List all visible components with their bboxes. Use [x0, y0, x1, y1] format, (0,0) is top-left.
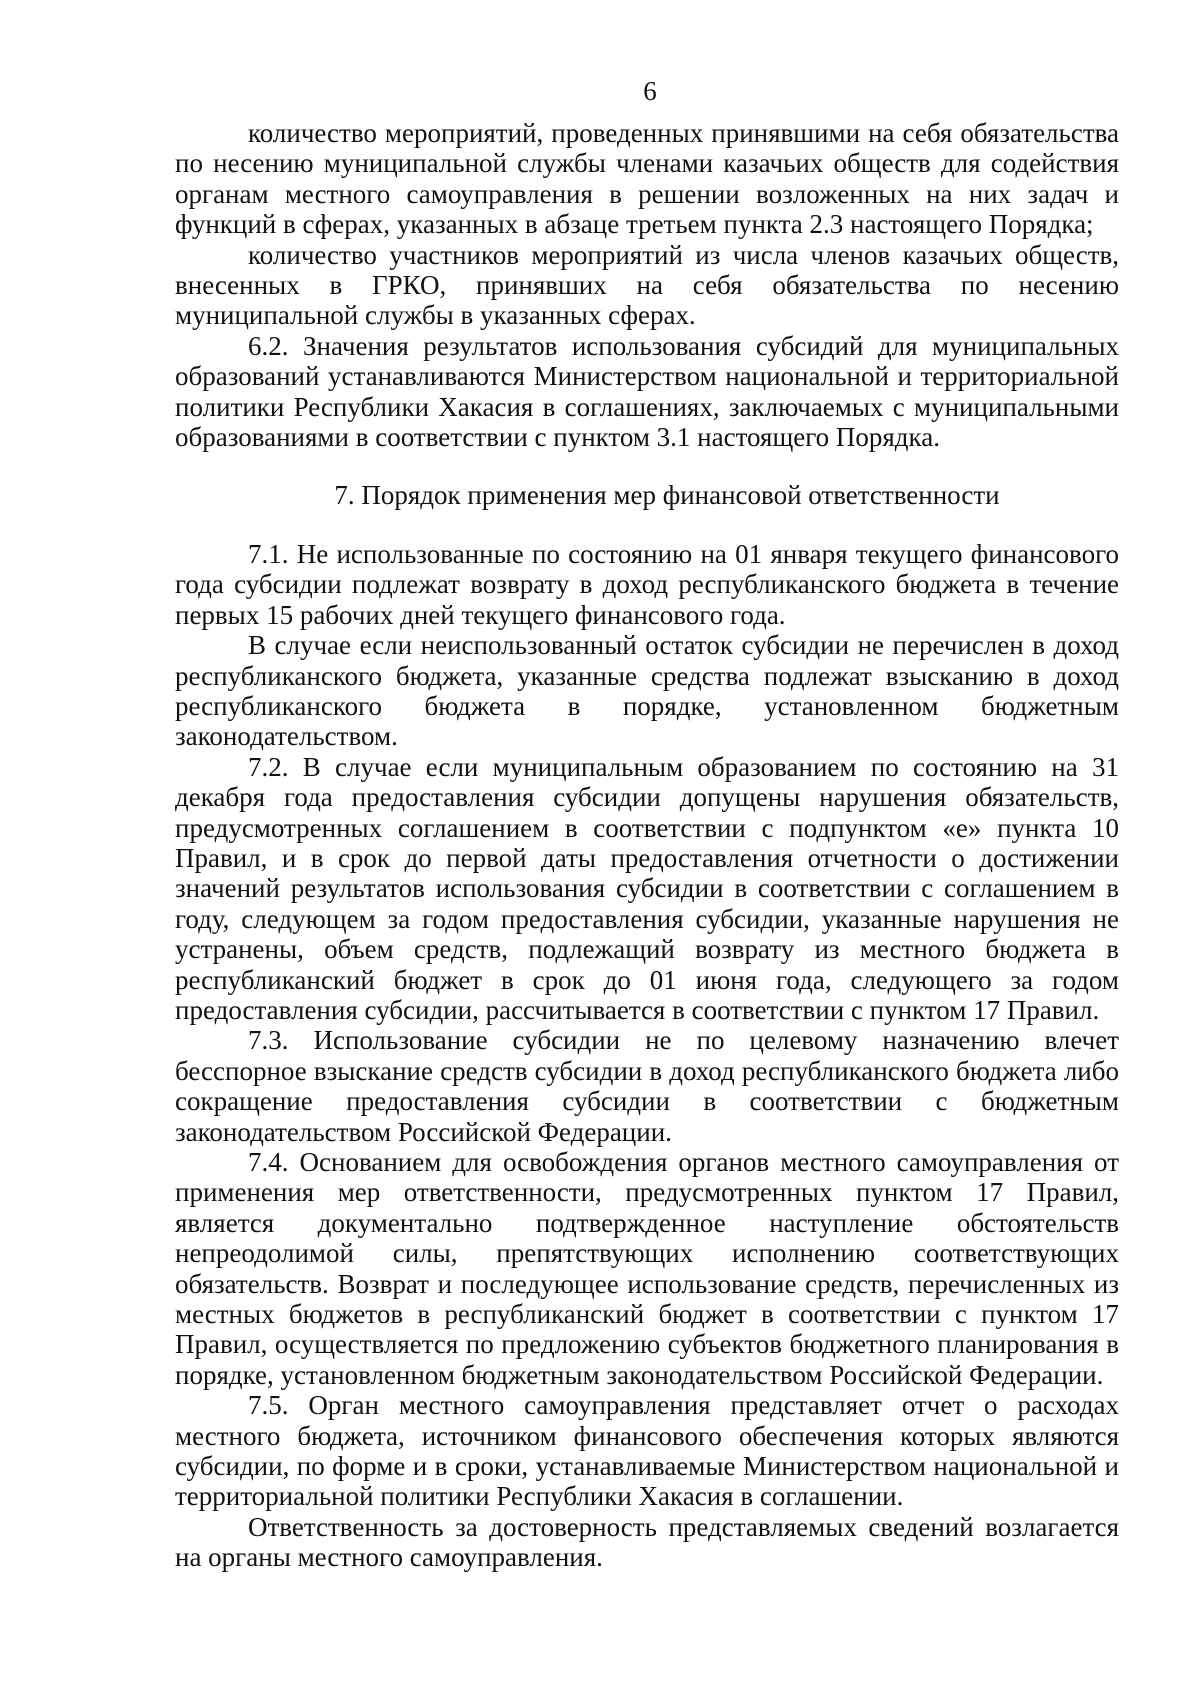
- paragraph-participants-count: количество участников мероприятий из числа членов казачьих обществ, внесенных в ГРКО, принявших на себя обязательства по несению муниципальной службы в указанных сферах.: [175, 239, 1119, 331]
- page-number: 6: [643, 76, 657, 106]
- document-body: [175, 118, 1119, 1573]
- paragraph-7-3: 7.3. Использование субсидии не по целевому назначению влечет бесспорное взыскание средств субсидии в доход республиканского бюджета либо сокращение предоставления субсидии в соответствии с бюджетным законодательством Российской Федерации.: [175, 1025, 1119, 1147]
- paragraph-7-1: 7.1. Не использованные по состоянию на 01 января текущего финансового года субсидии подлежат возврату в доход республиканского бюджета в течение первых 15 рабочих дней текущего финансового года.: [175, 538, 1119, 630]
- section-title-7: 7. Порядок применения мер финансовой ответственности: [334, 480, 1000, 511]
- paragraph-events-count: количество мероприятий, проведенных принявшими на себя обязательства по несению муниципальной службы членами казачьих обществ для содействия органам местного самоуправления в решении возложенных на них задач и функций в сферах, указанных в абзаце третьем пункта 2.3 настоящего Порядка;: [175, 118, 1119, 240]
- paragraph-7-4: 7.4. Основанием для освобождения органов местного самоуправления от применения мер ответственности, предусмотренных пунктом 17 Правил, является документально подтвержденное наступление обстоятельств непреодолимой силы, препятствующих исполнению соответствующих обязательств. Возврат и последующее использование средств, перечисленных из местных бюджетов в республиканский бюджет в соответствии с пунктом 17 Правил, осуществляется по предложению субъектов бюджетного планирования в порядке, установленном бюджетным законодательством Российской Федерации.: [175, 1147, 1119, 1390]
- paragraph-6-2: 6.2. Значения результатов использования субсидий для муниципальных образований устанавливаются Министерством национальной и территориальной политики Республики Хакасия в соглашениях, заключаемых с муниципальными образованиями в соответствии с пунктом 3.1 настоящего Порядка.: [175, 330, 1119, 453]
- paragraph-7-5: 7.5. Орган местного самоуправления представляет отчет о расходах местного бюджета, источником финансового обеспечения которых являются субсидии, по форме и в сроки, устанавливаемые Министерством национальной и территориальной политики Республики Хакасия в соглашении.: [175, 1390, 1119, 1512]
- paragraph-responsibility: Ответственность за достоверность представляемых сведений возлагается на органы местного самоуправления.: [175, 1511, 1119, 1573]
- paragraph-7-2: 7.2. В случае если муниципальным образованием по состоянию на 31 декабря года предоставления субсидии допущены нарушения обязательств, предусмотренных соглашением в соответствии с подпунктом «е» пункта 10 Правил, и в срок до первой даты предоставления отчетности о достижении значений результатов использования субсидии в соответствии с соглашением в году, следующем за годом предоставления субсидии, указанные нарушения не устранены, объем средств, подлежащий возврату из местного бюджета в республиканский бюджет в срок до 01 июня года, следующего за годом предоставления субсидии, рассчитывается в соответствии с пунктом 17 Правил.: [175, 751, 1119, 1025]
- paragraph-7-1-unspent: В случае если неиспользованный остаток субсидии не перечислен в доход республиканского бюджета, указанные средства подлежат взысканию в доход республиканского бюджета в порядке, установленном бюджетным законодательством.: [175, 630, 1119, 752]
